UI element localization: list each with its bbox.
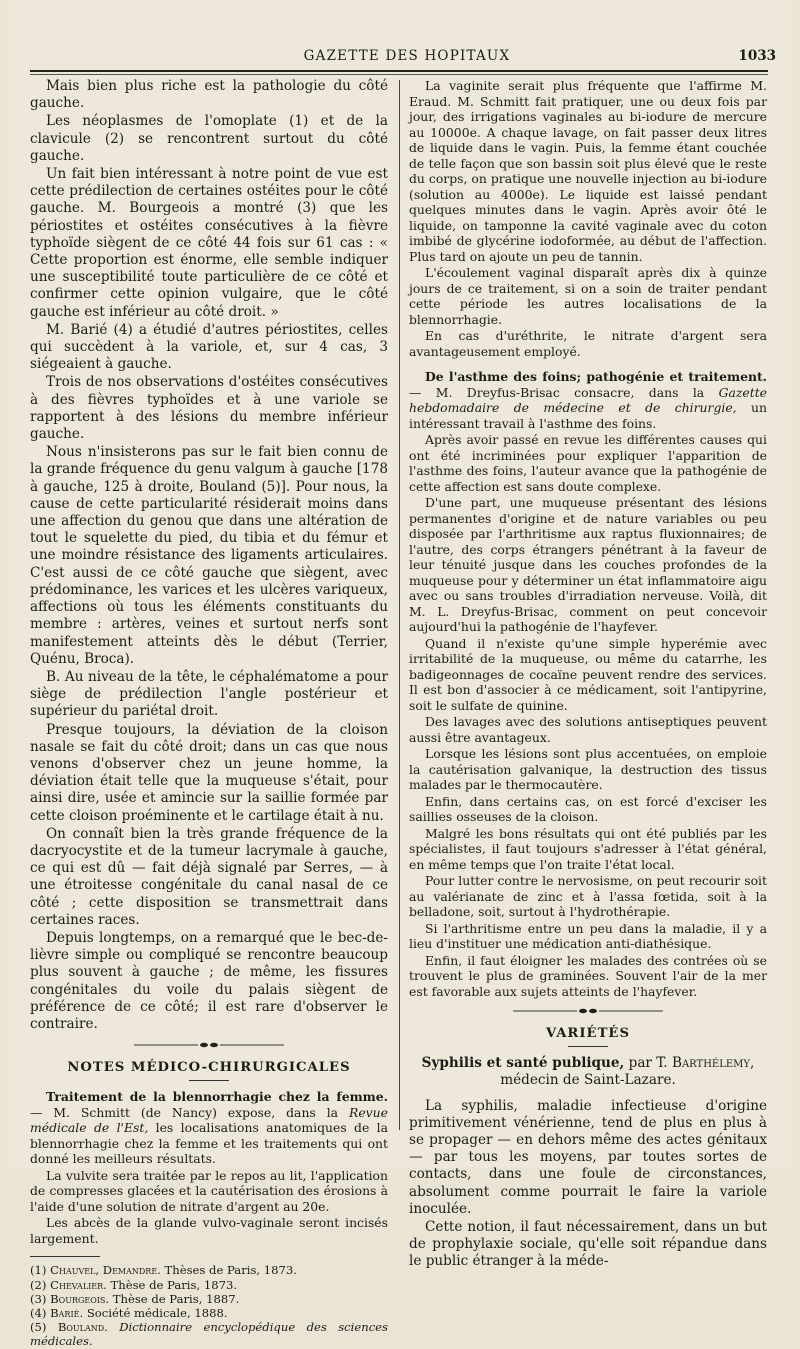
paragraph: En cas d'uréthrite, le nitrate d'argent sera avantageusement employé.	[409, 328, 767, 359]
section-flourish	[134, 1041, 284, 1049]
footnote	[30, 1306, 388, 1320]
asthma-article	[409, 369, 767, 999]
article-title: Syphilis et santé publique,	[421, 1055, 625, 1072]
left-column	[30, 78, 388, 1349]
section-flourish	[513, 1007, 663, 1015]
paragraph: Presque toujours, la déviation de la cloison nasale se fait du côté droit; dans un cas que nous venons d'observer chez un jeune homme, la déviation était telle que la muqueuse s'était, pour ainsi dire, usée et amincie sur la saillie formée par cette cloison proéminente et le cartilage était à nu.	[30, 721, 388, 824]
footnote-text: Thèse de Paris, 1887.	[109, 1291, 240, 1306]
paragraph: L'écoulement vaginal disparaît après dix à quinze jours de ce traitement, si on a soin de traiter pendant cette période les autres localisations de la blennorrhagie.	[409, 265, 767, 327]
article-by: par T.	[624, 1055, 672, 1072]
paragraph: Pour lutter contre le nervosisme, on peut recourir soit au valérianate de zinc et à l'assa fœtida, soit à la belladone, soit, surtout à l'hydrothérapie.	[409, 873, 767, 919]
footnote-author: Barié.	[50, 1305, 84, 1320]
paragraph: Si l'arthritisme entre un peu dans la maladie, il y a lieu d'instituer une médication anti-diathésique.	[409, 920, 767, 951]
paragraph: Enfin, dans certains cas, on est forcé d'exciser les saillies osseuses de la cloison.	[409, 793, 767, 824]
article-heading	[409, 1055, 767, 1089]
page-number: 1033	[738, 48, 776, 64]
article-author-role: médecin de Saint-Lazare.	[500, 1072, 676, 1089]
section-rule	[189, 1080, 229, 1081]
paragraph: La vaginite serait plus fréquente que l'affirme M. Eraud. M. Schmitt fait pratiquer, une ou deux fois par jour, des irrigations vaginales au bi-iodure de mercure au 10000e. A chaque lavage, on fait passer deux litres de liquide dans le vagin. Puis, la femme étant couchée de telle façon que son bassin soit plus élevé que le reste du corps, on pratique une nouvelle injection au bi-iodure (solution au 4000e). Le liquide est laissé pendant quelques minutes dans le vagin. Après avoir ôté le liquide, on tamponne la cavité vaginale avec du coton imbibé de glycérine iodoformée, au début de l'affection. Plus tard on ajoute un peu de tannin.	[409, 78, 767, 264]
footnote	[30, 1292, 388, 1306]
article-intro-rest: un intéressant travail à l'asthme des foins.	[409, 400, 767, 431]
paragraph: La vulvite sera traitée par le repos au lit, l'application de compresses glacées et la cautérisation des érosions à l'aide d'une solution de nitrate d'argent au 20e.	[30, 1167, 388, 1214]
journal-name: Revue médicale de l'Est,	[30, 1104, 388, 1136]
paragraph: Quand il n'existe qu'une simple hyperémie avec irritabilité de la muqueuse, ou même du catarrhe, les badigeonnages de cocaïne peuvent rendre des services. Il est bon d'associer à ce médicament, soit l'antipyrine, soit le sulfate de quinine.	[409, 635, 767, 713]
article-intro-rest: les localisations anatomiques de la blennorrhagie chez la femme et les traitements qui ont donné les meilleurs résultats.	[30, 1120, 389, 1167]
paragraph: Nous n'insisterons pas sur le fait bien connu de la grande fréquence du genu valgum à gauche [178 à gauche, 125 à droite, Bouland (5)]. Pour nous, la cause de cette particularité résiderait moins dans une affection du genou que dans une altération de tout le squelette du pied, du tibia et du fémur et une moindre résistance des ligaments articulaires. C'est aussi de ce côté gauche que siègent, avec prédominance, les varices et les ulcères variqueux, affections où tous les éléments constituants du membre : artères, veines et surtout nerfs sont manifestement atteints dès le début (Terrier, Quénu, Broca).	[30, 444, 388, 667]
paragraph: Cette notion, il faut nécessairement, dans un but de prophylaxie sociale, qu'elle soit répandue dans le public étranger à la méde-	[409, 1219, 767, 1270]
footnote	[30, 1320, 388, 1348]
footnote-text: Dictionnaire encyclopédique des sciences médicales.	[30, 1320, 388, 1349]
paragraph: M. Barié (4) a étudié d'autres périostites, celles qui succèdent à la variole, et, sur 4 cas, 3 siégeaient à gauche.	[30, 321, 388, 373]
article-author: Barthélemy,	[671, 1055, 755, 1072]
running-header	[38, 44, 776, 68]
paragraph: Lorsque les lésions sont plus accentuées, on emploie la cautérisation galvanique, la destruction des tissus malades par le thermocautère.	[409, 746, 767, 792]
paragraph: La syphilis, maladie infectieuse d'origine primitivement vénérienne, tend de plus en plus à se propager — en dehors même des actes génitaux — par tous les moyens, par toutes sortes de contacts, dans une foule de circonstances, absolument comme pourrait le faire la variole inoculée.	[409, 1097, 767, 1217]
paragraph: Malgré les bons résultats qui ont été publiés par les spécialistes, il faut toujours s'adresser à l'état général, en même temps que l'on traite l'état local.	[409, 825, 767, 872]
section-title: NOTES MÉDICO-CHIRURGICALES	[67, 1060, 351, 1076]
section-rule	[568, 1046, 608, 1047]
paragraph: Les néoplasmes de l'omoplate (1) et de la clavicule (2) se rencontrent surtout du côté gauche.	[30, 113, 388, 164]
paragraph: Depuis longtemps, on a remarqué que le bec-de-lièvre simple ou compliqué se rencontre beaucoup plus souvent à gauche ; de même, les fissures congénitales du voile du palais siègent de préférence de ce côté; il est rare d'observer le contraire.	[30, 929, 388, 1032]
footnote-author: Bouland.	[57, 1320, 108, 1335]
footnote-text: Thèses de Paris, 1873.	[160, 1263, 297, 1278]
footnote-number: (5)	[30, 1320, 47, 1335]
footnote-text: Thèse de Paris, 1873.	[106, 1277, 238, 1292]
article-intro: — M. Dreyfus-Brisac consacre, dans la	[409, 384, 719, 400]
paragraph: Mais bien plus riche est la pathologie du côté gauche.	[30, 78, 388, 112]
article-intro: — M. Schmitt (de Nancy) expose, dans la	[30, 1104, 350, 1120]
footnote-text: Société médicale, 1888.	[83, 1305, 228, 1320]
footnote-author: Chevalier.	[50, 1277, 107, 1292]
paragraph: Les abcès de la glande vulvo-vaginale seront incisés largement.	[30, 1215, 388, 1246]
footnote-author: Bourgeois.	[50, 1291, 110, 1306]
paragraph: Enfin, il faut éloigner les malades des contrées où se trouvent le plus de graminées. Souvent l'air de la mer est favorable aux sujets atteints de l'hayfever.	[409, 952, 767, 999]
footnote-rule	[30, 1256, 100, 1257]
header-rule-thin	[30, 74, 768, 75]
paragraph: Des lavages avec des solutions antiseptiques peuvent aussi être avantageux.	[409, 714, 767, 745]
column-divider	[399, 80, 400, 1130]
footnote-number: (3)	[30, 1291, 47, 1306]
header-rule	[30, 70, 768, 72]
paragraph: Un fait bien intéressant à notre point de vue est cette prédilection de certaines ostéites pour le côté gauche. M. Bourgeois a montré (3) que les périostites et ostéites consécutives à la fièvre typhoïde siègent de ce côté 44 fois sur 61 cas : « Cette proportion est énorme, elle semble indiquer une susceptibilité toute particulière de ce côté et confirmer cette opinion vulgaire, que le côté gauche est inférieur au côté droit. »	[30, 166, 388, 320]
footnote	[30, 1263, 388, 1277]
paragraph: On connaît bien la très grande fréquence de la dacryocystite et de la tumeur lacrymale à gauche, ce qui est dû — fait déjà signalé par Serres, — à une étroitesse congénitale du canal nasal de ce côté ; cette disposition se transmettrait dans certaines races.	[30, 825, 388, 928]
blennorrhagia-continued	[409, 78, 767, 359]
footnotes	[30, 1263, 388, 1348]
article-title: De l'asthme des foins; pathogénie et traitement.	[425, 369, 767, 384]
footnote-author: Chauvel, Demandre.	[50, 1263, 161, 1278]
section-title: VARIÉTÉS	[545, 1026, 630, 1041]
footnote-number: (1)	[30, 1263, 47, 1278]
article-title: Traitement de la blennorrhagie chez la femme.	[46, 1089, 388, 1105]
journal-title: GAZETTE DES HOPITAUX	[303, 48, 511, 64]
right-column	[409, 78, 767, 1271]
paragraph: Après avoir passé en revue les différentes causes qui ont été incriminées pour expliquer l'apparition de l'asthme des foins, l'auteur avance que la pathogénie de cette affection est sans doute complexe.	[409, 432, 767, 494]
paragraph: Trois de nos observations d'ostéites consécutives à des fièvres typhoïdes et à une variole se rapportent à des lésions du membre inférieur gauche.	[30, 374, 388, 443]
paragraph: D'une part, une muqueuse présentant des lésions permanentes d'origine et de nature variables ou peu disposée par l'arthritisme aux raptus fluxionnaires; de l'autre, des corps étrangers pénétrant à la faveur de leur ténuité jusque dans les couches profondes de la muqueuse pour y déterminer un état inflammatoire aigu avec ou sans troubles d'irradiation nerveuse. Voilà, dit M. L. Dreyfus-Brisac, comment on peut concevoir aujourd'hui la pathogénie de l'hayfever.	[409, 495, 767, 634]
journal-name: Gazette hebdomadaire de médecine et de chirurgie,	[409, 384, 767, 415]
paragraph: B. Au niveau de la tête, le céphalématome a pour siège de prédilection l'angle postérieur et supérieur du pariétal droit.	[30, 668, 388, 720]
footnote-number: (2)	[30, 1277, 47, 1292]
footnote	[30, 1278, 388, 1292]
footnote-number: (4)	[30, 1305, 47, 1320]
